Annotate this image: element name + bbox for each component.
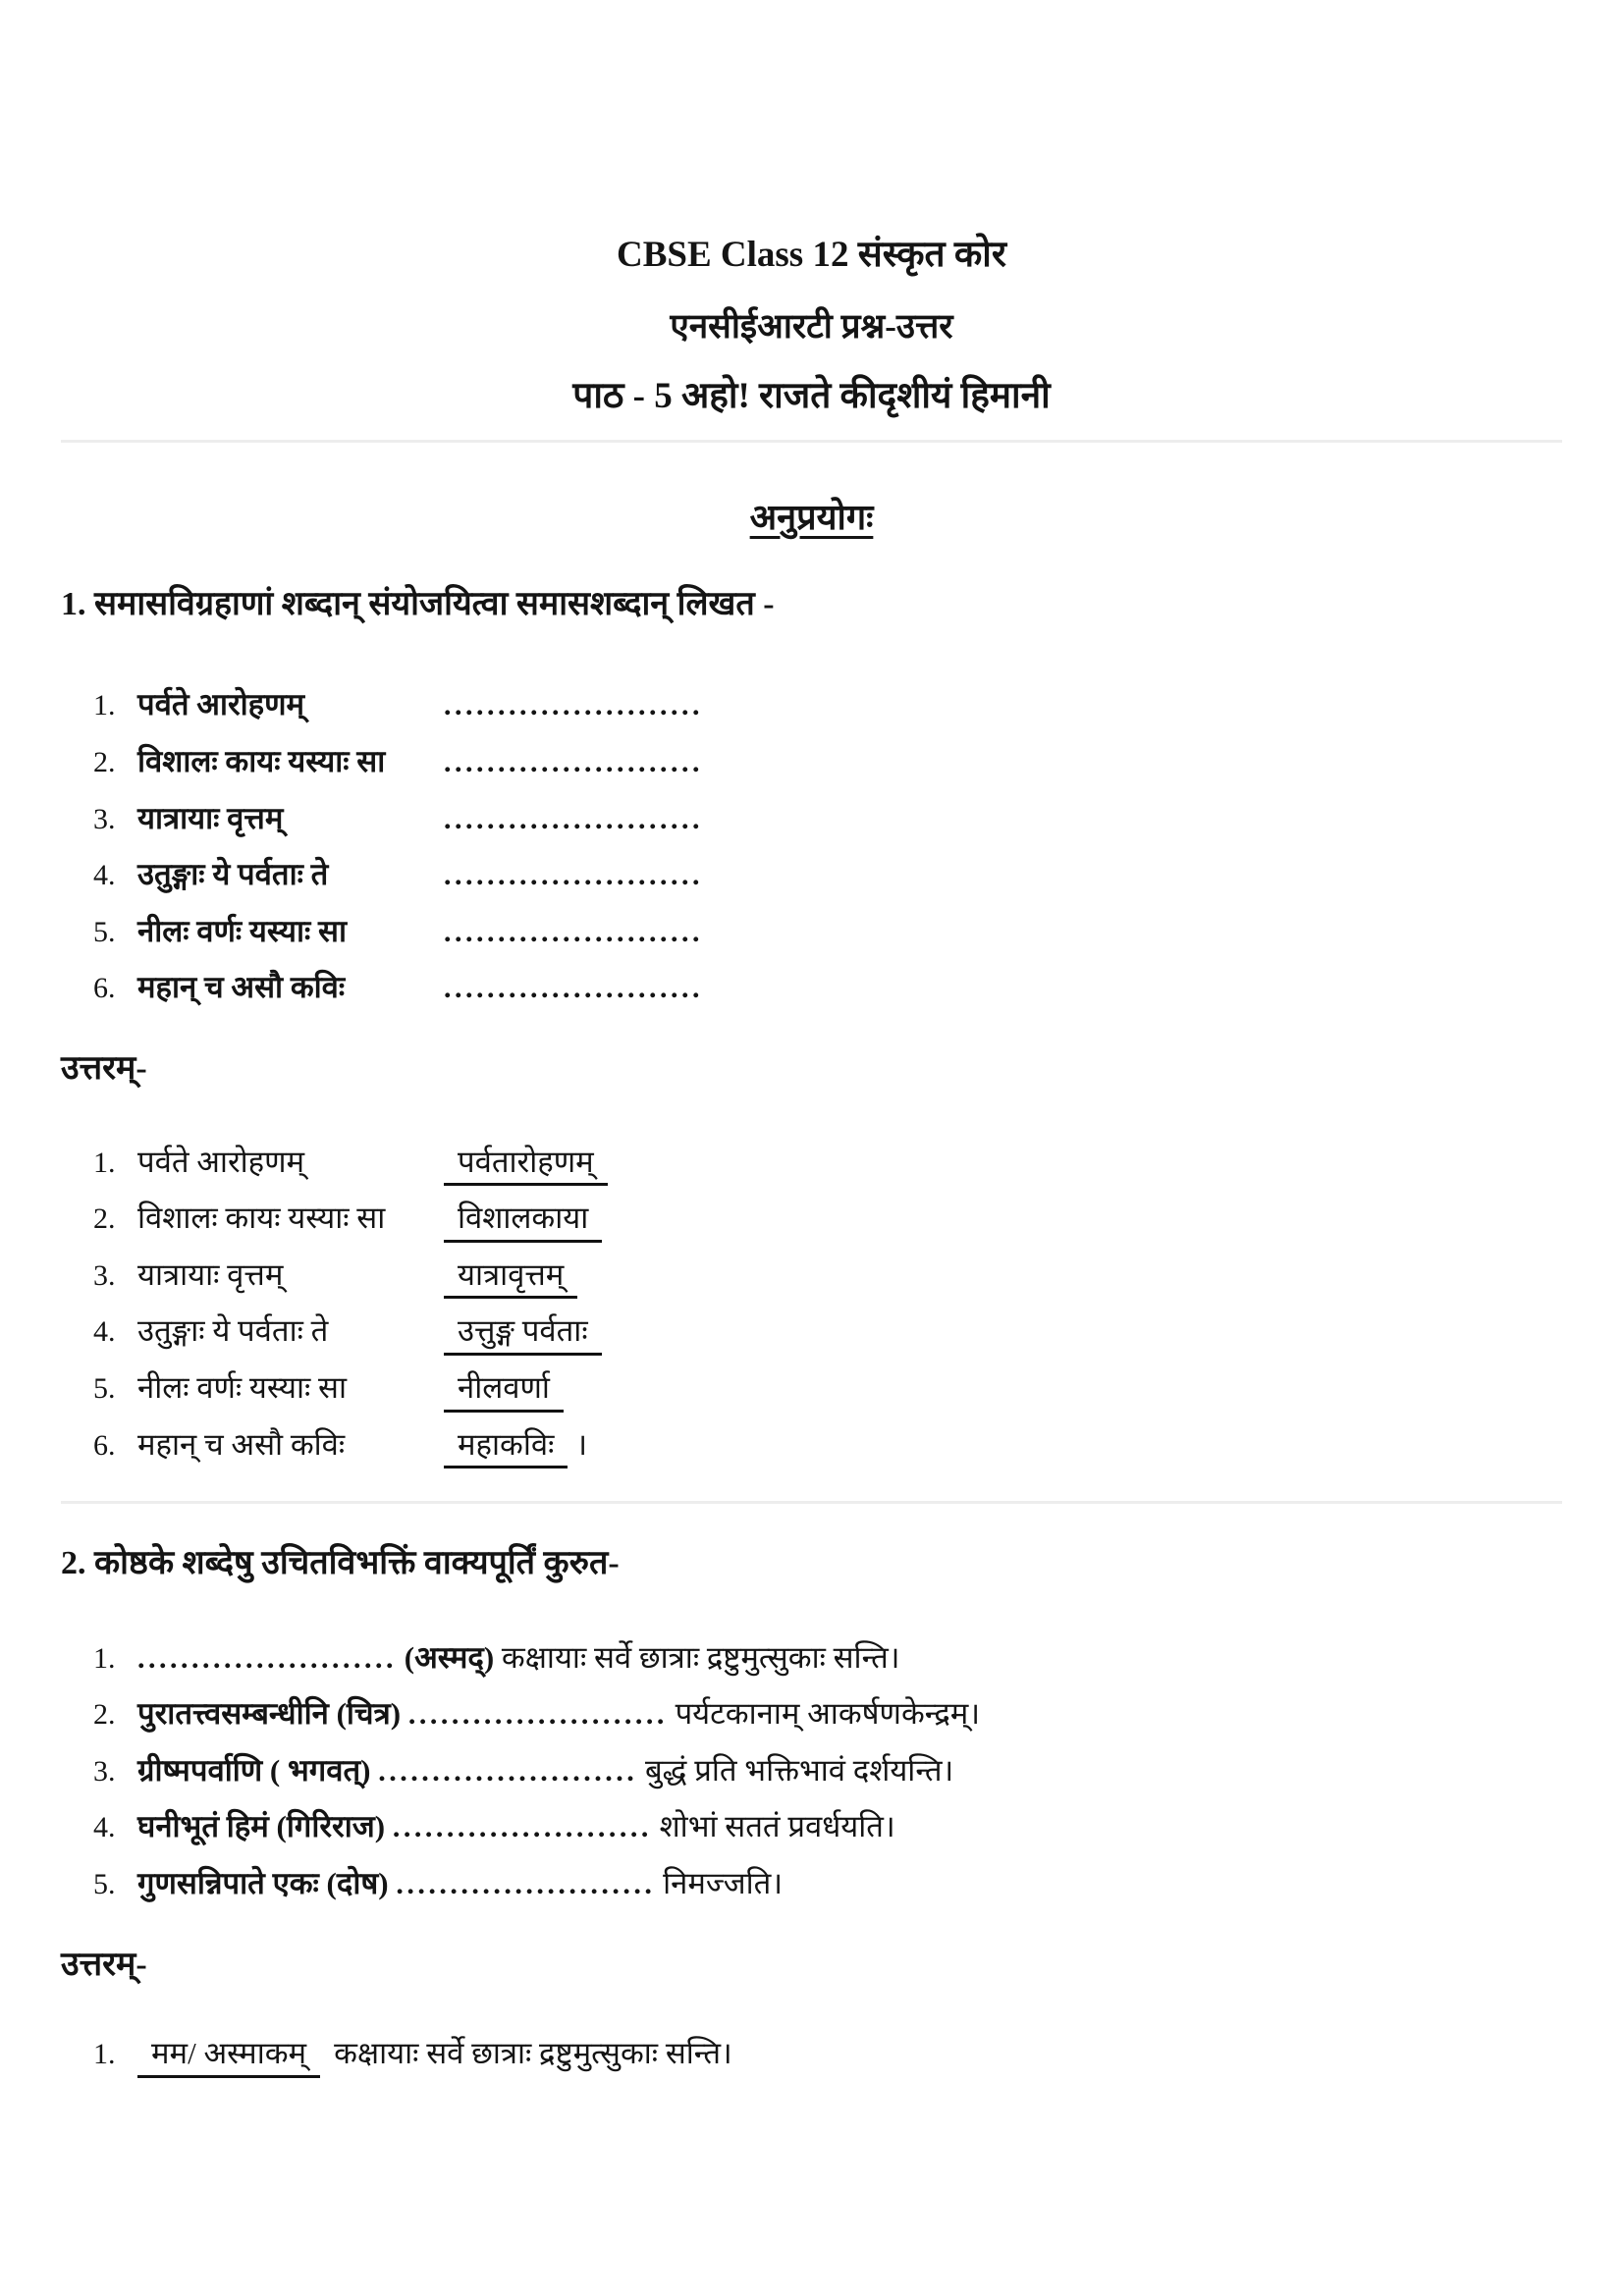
item-number: 2. [93,1202,116,1236]
blank-dots: ........................ [444,802,703,835]
sentence-before-blank: घनीभूतं हिमं (गिरिराज) [137,1809,393,1844]
blank-dots: ........................ [444,689,703,722]
item-number: 2. [93,746,116,779]
item-number: 5. [93,1371,116,1405]
answer-value: महाकविः [444,1426,568,1469]
item-number: 1. [93,1146,116,1179]
answer-row [61,1303,1562,1360]
answer-suffix: । [575,1426,588,1462]
item-number: 3. [93,1754,116,1788]
blank-dots: ........................ [396,1867,656,1900]
answer-value: उत्तुङ्ग पर्वताः [444,1312,602,1356]
item-sentence [137,1629,900,1687]
answer-value: यात्रावृत्तम् [444,1256,577,1300]
sentence-after-blank: कक्षायाः सर्वे छात्राः द्रष्टुमुत्सुकाः सन्ति। [494,1639,900,1675]
blank-dots: ........................ [444,972,703,1005]
question-2-list [61,1629,1562,1912]
list-item [61,676,1562,733]
item-term: विशालः कायः यस्याः सा [137,1201,386,1236]
item-term: उतुङ्गाः ये पर्वताः ते [137,1313,329,1349]
item-number: 3. [93,1258,116,1292]
item-number: 2. [93,1698,116,1732]
sentence-before-blank: पुरातत्त्वसम्बन्धीनि (चित्र) [137,1696,408,1732]
item-term: उतुङ्गाः ये पर्वताः ते [137,857,329,892]
answer-row [61,1416,1562,1473]
answer-row [61,1247,1562,1304]
item-sentence [137,1742,953,1800]
list-item [61,1685,1562,1742]
item-number: 6. [93,1428,116,1462]
page-title: CBSE Class 12 संस्कृत कोर [617,235,1006,275]
answer-row [61,2025,1562,2082]
blank-dots: ........................ [378,1754,638,1788]
sentence-after-blank: पर्यटकानाम् आकर्षणकेन्द्रम्। [667,1696,981,1732]
list-item [61,903,1562,960]
answer-row [61,1360,1562,1416]
item-term: यात्रायाः वृत्तम् [137,800,284,835]
item-term: पर्वते आरोहणम् [137,687,305,722]
section-divider [61,1501,1562,1504]
answers-heading-1: उत्तरम्- [61,1050,147,1088]
section-heading: अनुप्रयोगः [749,497,874,537]
answers-heading-2: उत्तरम्- [61,1946,147,1983]
answers-1-list [61,1134,1562,1473]
item-number: 1. [93,2038,116,2071]
blank-dots: ........................ [444,915,703,948]
item-term: नीलः वर्णः यस्याः सा [137,913,347,948]
item-number: 4. [93,1811,116,1844]
item-sentence [137,1798,895,1856]
answer-value: विशालकाया [444,1200,602,1243]
blank-dots: ........................ [444,746,703,779]
item-number: 1. [93,1641,116,1675]
answers-2-list [61,2025,1562,2082]
list-item [61,1742,1562,1799]
question-2-heading: 2. कोष्ठके शब्देषु उचितविभक्तिं वाक्यपूर्तिं कुरुत- [61,1545,620,1582]
item-number: 4. [93,1315,116,1349]
list-item [61,1798,1562,1855]
list-item [61,790,1562,847]
item-sentence [137,1685,980,1743]
blank-dots: ........................ [444,859,703,892]
list-item [61,1855,1562,1912]
item-sentence [137,1855,783,1913]
question-1-heading: 1. समासविग्रहाणां शब्दान् संयोजयित्वा समासशब्दान् लिखत - [61,585,775,622]
sentence-before-blank: ग्रीष्मपर्वाणि ( भगवत्) [137,1752,379,1788]
chapter-title: पाठ - 5 अहो! राजते कीदृशीयं हिमानी [572,376,1051,417]
sentence-after-blank: बुद्धं प्रति भक्तिभावं दर्शयन्ति। [637,1752,954,1788]
answer-sentence-rest: कक्षायाः सर्वे छात्राः द्रष्टुमुत्सुकाः सन्ति। [334,2036,732,2071]
list-item [61,733,1562,790]
item-number: 6. [93,972,116,1005]
sentence-after-blank: निमज्जति। [655,1865,784,1900]
item-number: 5. [93,915,116,948]
question-1-list [61,676,1562,1016]
sentence-before-blank: गुणसन्निपाते एकः (दोष) [137,1865,397,1900]
page-subtitle: एनसीईआरटी प्रश्न-उत्तर [670,307,953,347]
section-divider [61,440,1562,443]
list-item [61,1629,1562,1686]
answer-value: मम/ अस्माकम् [137,2035,320,2078]
item-number: 4. [93,859,116,892]
item-number: 3. [93,802,116,835]
blank-dots: ........................ [137,1641,397,1675]
list-item [61,959,1562,1016]
item-term: नीलः वर्णः यस्याः सा [137,1369,347,1405]
item-number: 5. [93,1867,116,1900]
item-term: महान् च असौ कविः [137,970,346,1005]
blank-dots: ........................ [392,1811,652,1844]
list-item [61,846,1562,903]
hint-word: (अस्मद्) [397,1639,495,1675]
blank-dots: ........................ [407,1698,668,1732]
item-term: महान् च असौ कविः [137,1426,346,1462]
item-term: पर्वते आरोहणम् [137,1144,305,1179]
item-term: यात्रायाः वृत्तम् [137,1256,284,1292]
answer-row [61,1190,1562,1247]
item-term: विशालः कायः यस्याः सा [137,744,386,779]
answer-row [61,1134,1562,1191]
answer-value: नीलवर्णा [444,1369,564,1413]
answer-value: पर्वतारोहणम् [444,1144,608,1187]
item-number: 1. [93,689,116,722]
sentence-after-blank: शोभां सततं प्रवर्धयति। [651,1809,895,1844]
